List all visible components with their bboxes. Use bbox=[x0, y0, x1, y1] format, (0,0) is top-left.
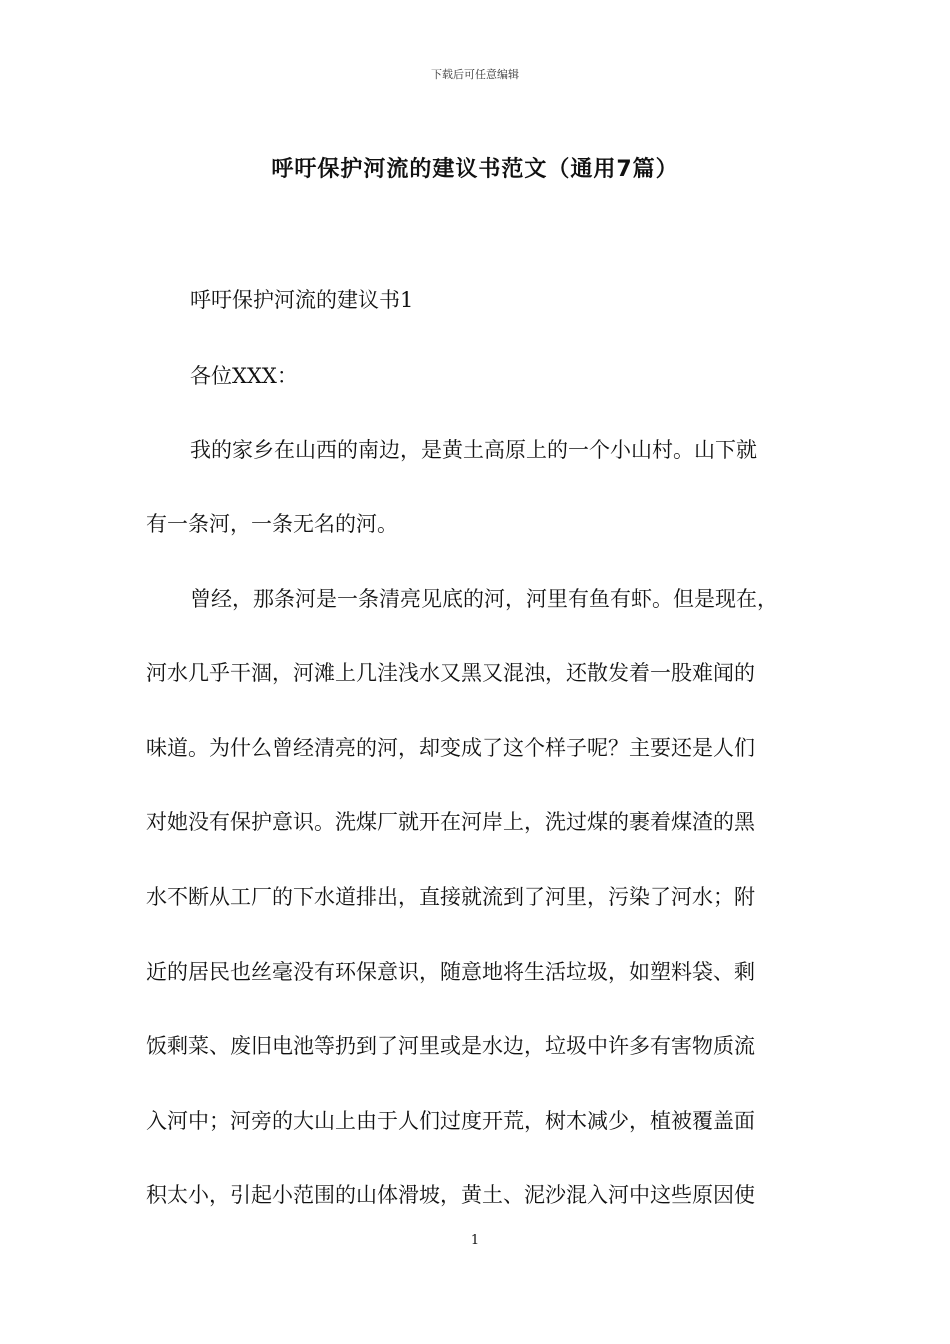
section-heading: 呼吁保护河流的建议书1 bbox=[190, 288, 414, 312]
paragraph-line: 味道。为什么曾经清亮的河，却变成了这个样子呢？主要还是人们 bbox=[146, 736, 755, 760]
paragraph-line: 积太小，引起小范围的山体滑坡，黄土、泥沙混入河中这些原因使 bbox=[146, 1183, 755, 1207]
download-edit-note: 下载后可任意编辑 bbox=[431, 68, 519, 81]
salutation: 各位XXX： bbox=[190, 364, 298, 388]
document-title: 呼吁保护河流的建议书范文（通用7篇） bbox=[271, 157, 679, 182]
paragraph-line: 河水几乎干涸，河滩上几洼浅水又黑又混浊，还散发着一股难闻的 bbox=[146, 661, 755, 685]
paragraph-line: 饭剩菜、废旧电池等扔到了河里或是水边，垃圾中许多有害物质流 bbox=[146, 1034, 755, 1058]
paragraph-line: 我的家乡在山西的南边，是黄土高原上的一个小山村。山下就 bbox=[190, 438, 757, 462]
paragraph-line: 有一条河，一条无名的河。 bbox=[146, 512, 398, 536]
page-number: 1 bbox=[470, 1233, 480, 1248]
paragraph-line: 近的居民也丝毫没有环保意识，随意地将生活垃圾，如塑料袋、剩 bbox=[146, 960, 755, 984]
paragraph-line: 入河中；河旁的大山上由于人们过度开荒，树木减少，植被覆盖面 bbox=[146, 1109, 755, 1133]
paragraph-line: 水不断从工厂的下水道排出，直接就流到了河里，污染了河水；附 bbox=[146, 885, 755, 909]
paragraph-line: 对她没有保护意识。洗煤厂就开在河岸上，洗过煤的裹着煤渣的黑 bbox=[146, 810, 755, 834]
paragraph-line: 曾经，那条河是一条清亮见底的河，河里有鱼有虾。但是现在， bbox=[190, 587, 778, 611]
